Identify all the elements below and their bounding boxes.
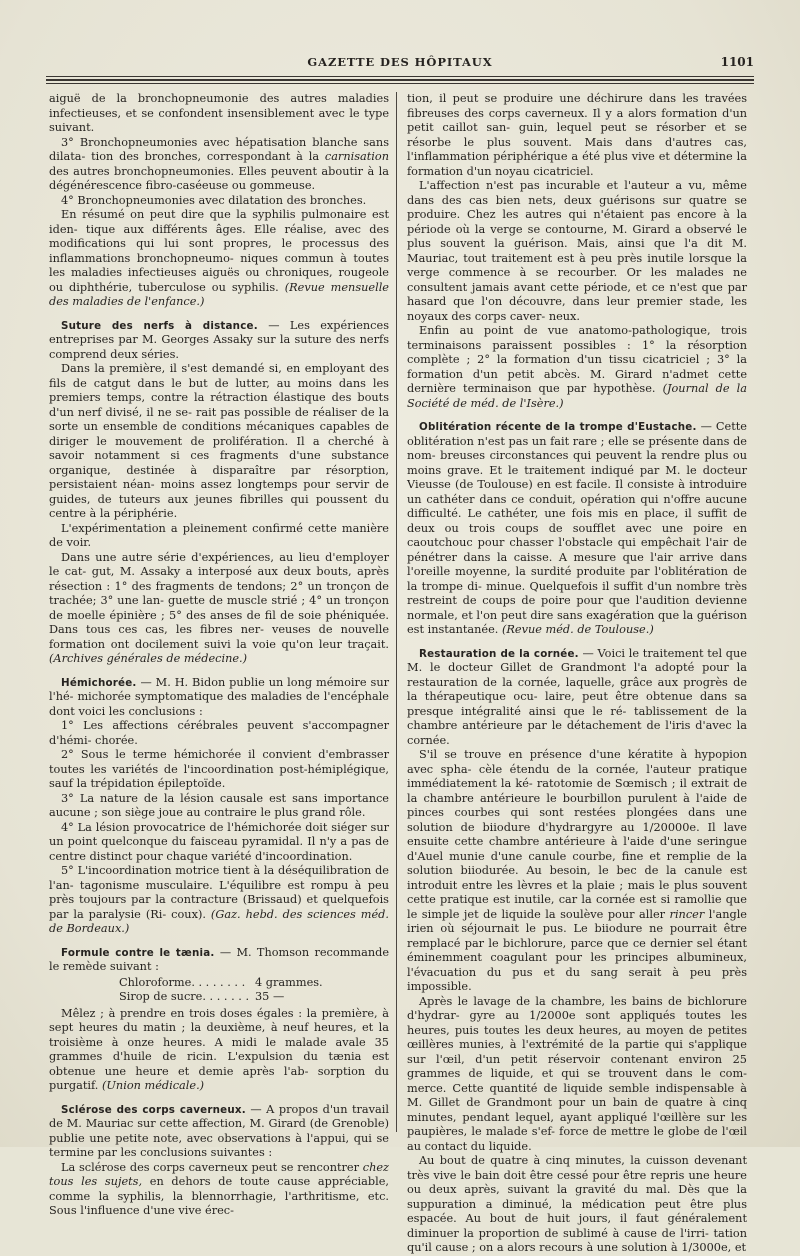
paragraph: En résumé on peut dire que la syphilis pulmonaire est iden- tique aux différents âges. Elle réalise, avec des modifications qui lui sont propres, le processus des inflammations bronchopneumo- niques commun à toutes les maladies infectieuses aiguës ou chroniques, rougeole ou diphthérie, tuberculose ou syphilis. (Revue mensuelle des maladies de l'enfance.) xyxy=(49,208,389,308)
header-rule-top xyxy=(46,76,754,77)
article-oblitération-trompe: Oblitération récente de la trompe d'Eustache. — Cette oblitération n'est pas un fait rare ; elle se présente dans de nom- breuses circonstances qui peuvent la rendre plus ou moins grave. Et le traitement indiqué par M. le docteur Vieusse (de Toulouse) en est facile. Il consiste à introduire un cathéter dans ce conduit, opération qui n'offre aucune difficulté. Le cathéter, une fois mis en place, il suffit de deux ou trois coups de soufflet avec une poire en caoutchouc pour chasser l'obstacle qui empêchait l'air de pénétrer dans la caisse. A mesure que l'air arrive dans l'oreille moyenne, la surdité produite par l'oblitération de la trompe di- minue. Quelquefois il suffit d'un nombre très restreint de coups de poire pour que l'audition devienne normale, et l'on peut dire sans exagération que la guérison est instantanée. (Revue méd. de Toulouse.) xyxy=(407,420,747,636)
paragraph: tion, il peut se produire une déchirure dans les travées fibreuses des corps caverneux. Il y a alors formation d'un petit caillot san- guin, lequel peut se résorber et se résorbe le plus souvent. Mais dans d'autres cas, l'inflammation périphérique a été plus vive et détermine la formation d'un noyau cicatriciel. xyxy=(407,92,747,178)
article-heading: Sclérose des corps caverneux. xyxy=(61,1103,246,1116)
recipe xyxy=(49,976,389,1005)
left-column xyxy=(49,92,389,1219)
recipe-row xyxy=(49,976,389,991)
source-citation: (Revue méd. de Toulouse.) xyxy=(501,623,654,636)
paragraph: Enfin au point de vue anatomo-pathologique, trois terminaisons paraissent possibles : 1° la résorption complète ; 2° la formation d'un tissu cicatriciel ; 3° la formation d'un petit abcès. M. Girard n'admet cette dernière terminaison que par hypothèse. (Journal de la Société de méd. de l'Isère.) xyxy=(407,324,747,410)
source-citation: (Gaz. hebd. des sciences méd. de Bordeaux.) xyxy=(49,907,390,935)
column-divider xyxy=(396,92,397,1132)
paragraph: 3° Bronchopneumonies avec hépatisation blanche sans dilata- tion des bronches, correspondant à la carnisation des autres bronchopneumonies. Elles peuvent aboutir à la dégénérescence fibro-caséeuse ou gommeuse. xyxy=(49,135,389,192)
conclusion-item: 1° Les affections cérébrales peuvent s'accompagner d'hémi- chorée. xyxy=(49,719,389,747)
header-rule-middle xyxy=(46,79,754,81)
source-citation: (Journal de la Société de méd. de l'Isère.) xyxy=(407,382,747,410)
article-restauration-cornee: Restauration de la cornée. — Voici le traitement tel que M. le docteur Gillet de Grandmont l'a adopté pour la restauration de la cornée, laquelle, grâce aux progrès de la thérapeutique ocu- laire, peut être obtenue dans sa presque intégralité ainsi que le ré- tablissement de la chambre antérieure par le détachement de l'iris d'avec la cornée. xyxy=(407,646,747,747)
article-sclerose-corps-caverneux: Sclérose des corps caverneux. — A propos d'un travail de M. Mauriac sur cette affection, M. Girard (de Grenoble) publie une petite note, avec observations à l'appui, qui se termine par les conclusions suivantes : xyxy=(49,1102,390,1159)
source-citation: (Archives générales de médecine.) xyxy=(49,652,248,665)
paragraph: aiguë de la bronchopneumonie des autres maladies infectieuses, et se confondent insensiblement avec le type suivant. xyxy=(49,92,389,134)
conclusion-item: 4° La lésion provocatrice de l'hémichorée doit siéger sur un point quelconque du faisceau pyramidal. Il n'y a pas de centre distinct pour chaque variété d'incoordination. xyxy=(49,820,389,863)
recipe-quantity: 35 — xyxy=(255,990,285,1003)
page-number: 1101 xyxy=(720,55,754,69)
article-heading: Restauration de la cornée. xyxy=(419,647,579,660)
recipe-quantity: 4 grammes. xyxy=(255,975,323,989)
paragraph: La sclérose des corps caverneux peut se rencontrer chez tous les sujets, en dehors de toute cause appréciable, comme la syphilis, la blennorrhagie, l'arthritisme, etc. Sous l'influence d'une vive érec- xyxy=(49,1160,389,1217)
paragraph: Au bout de quatre à cinq minutes, la cuisson devenant très vive le bain doit être cessé pour être repris une heure ou deux après, suivant la gravité du mal. Dès que la suppuration a diminué, la médication peut être plus espacée. Au bout de huit jours, il faut généralement diminuer la proportion de sublimé à cause de l'irri- tation qu'il cause ; on a alors recours à une solution à 1/3000e, et xyxy=(407,1154,747,1254)
recipe-ingredient: Chloroforme. . . . . . . . xyxy=(119,975,246,989)
paragraph: Après le lavage de la chambre, les bains de bichlorure d'hydrar- gyre au 1/2000e sont appliqués toutes les heures, puis toutes les deux heures, au moyen de petites œillères munies, à l'extrémité de la partie qui s'applique sur l'œil, d'un petit réservoir contenant environ 25 grammes de liquide, et qui se trouvent dans le com- merce. Cette quantité de liquide semble indispensable à M. Gillet de Grandmont pour un bain de quatre à cinq minutes, pendant lequel, ayant appliqué l'œillère sur les paupières, le malade s'ef- force de mettre le globe de l'œil au contact du liquide. xyxy=(407,994,747,1153)
article-heading: Hémichorée. xyxy=(61,676,137,689)
paragraph: Mêlez ; à prendre en trois doses égales : la première, à sept heures du matin ; la deuxième, à neuf heures, et la troisième à onze heures. A midi le malade avale 35 grammes d'huile de ricin. L'expulsion du tænia est obtenue une heure et demie après l'ab- sorption du purgatif. (Union médicale.) xyxy=(49,1006,389,1092)
paragraph: S'il se trouve en présence d'une kératite à hypopion avec spha- cèle étendu de la cornée, l'auteur pratique immédiatement la ké- ratotomie de Sœmisch ; il extrait de la chambre antérieure le bourbillon purulent à l'aide de pinces courbes qui sont restées plongées dans une solution de biiodure d'hydrargyre au 1/20000e. Il lave ensuite cette chambre antérieure à l'aide d'une seringue d'Auel munie d'une canule courbe, fine et remplie de la solution biiodurée. Au besoin, le bec de la canule est introduit entre les lèvres et la plaie ; mais le plus souvent cette pratique est inutile, car la cornée est si ramollie que le simple jet de liquide la soulève pour aller rincer l'angle irien où séjournait le pus. Le biiodure ne pourrait être remplacé par le bichlorure, parce que ce dernier sel étant éminemment coagulant pour les principes albumineux, l'évacuation du pus et du sang serait à peu près impossible. xyxy=(407,748,747,993)
recipe-row xyxy=(49,990,389,1005)
article-suture-nerfs: Suture des nerfs à distance. — Les expériences entreprises par M. Georges Assaky sur la suture des nerfs comprend deux séries. xyxy=(49,318,389,361)
header-rule-bottom xyxy=(46,83,754,84)
paragraph: 4° Bronchopneumonies avec dilatation des bronches. xyxy=(61,193,367,207)
conclusion-item: 3° La nature de la lésion causale est sans importance aucune ; son siège joue au contraire le plus grand rôle. xyxy=(49,791,389,819)
article-hemichoree: Hémichorée. — M. H. Bidon publie un long mémoire sur l'hé- michorée symptomatique des maladies de l'encéphale dont voici les conclusions : xyxy=(49,675,389,718)
paragraph: Dans une autre série d'expériences, au lieu d'employer le cat- gut, M. Assaky a interposé aux deux bouts, après résection : 1° des fragments de tendons; 2° un tronçon de trachée; 3° une lan- guette de muscle strié ; 4° un tronçon de moelle épinière ; 5° des anses de fil de soie phéniquée. Dans tous ces cas, les fibres ner- veuses de nouvelle formation ont docilement suivi la voie qu'on leur traçait. (Archives générales de médecine.) xyxy=(49,550,389,665)
right-column xyxy=(407,92,747,1256)
article-heading: Oblitération récente de la trompe d'Eustache. xyxy=(419,421,697,433)
page-header xyxy=(46,55,754,77)
journal-title: GAZETTE DES HÔPITAUX xyxy=(307,55,493,69)
paragraph: L'affection n'est pas incurable et l'auteur a vu, même dans des cas bien nets, deux guérisons sur quatre se produire. Chez les autres qui n'étaient pas encore à la période où la verge se contourne, M. Girard a observé le plus souvent la guérison. Mais, ainsi que l'a dit M. Mauriac, tout traitement est à peu près inutile lorsque la verge commence à se recourber. Or les malades ne consultent jamais avant cette période, et ce n'est que par hasard que l'on découvre, dans leur premier stade, les noyaux des corps caver- neux. xyxy=(407,179,747,323)
source-citation: (Union médicale.) xyxy=(102,1079,205,1092)
conclusion-item: 2° Sous le terme hémichorée il convient d'embrasser toutes les variétés de l'incoordination post-hémiplégique, sauf la trépidation épileptoïde. xyxy=(49,748,389,790)
source-citation: (Revue mensuelle des maladies de l'enfance.) xyxy=(49,280,389,308)
article-formule-taenia: Formule contre le tænia. — M. Thomson recommande le remède suivant : xyxy=(49,945,390,973)
paragraph: Dans la première, il s'est demandé si, en employant des fils de catgut dans le but de lutter, au moins dans les premiers temps, contre la rétraction élastique des bouts d'un nerf divisé, il ne se- rait pas possible de réaliser de la sorte un ensemble de conditions mécaniques capables de diriger le mouvement de prolifération. Il a cherché à savoir notamment si ces fragments d'une substance organique, destinée à disparaître par résorption, persistaient néan- moins assez longtemps pour servir de guides, de tuteurs aux jeunes fibrilles qui poussent du centre à la périphérie. xyxy=(49,362,389,520)
article-heading: Suture des nerfs à distance. xyxy=(61,319,258,332)
paragraph: L'expérimentation a pleinement confirmé cette manière de voir. xyxy=(49,521,389,549)
recipe-ingredient: Sirop de sucre. . . . . . . xyxy=(119,990,250,1003)
article-heading: Formule contre le tænia. xyxy=(61,946,215,959)
conclusion-item: 5° L'incoordination motrice tient à la déséquilibration de l'an- tagonisme musculaire. L'équilibre est rompu à peu près toujours par la contracture (Brissaud) et quelquefois par la paralysie (Ri- coux). (Gaz. hebd. des sciences méd. de Bordeaux.) xyxy=(49,864,390,935)
